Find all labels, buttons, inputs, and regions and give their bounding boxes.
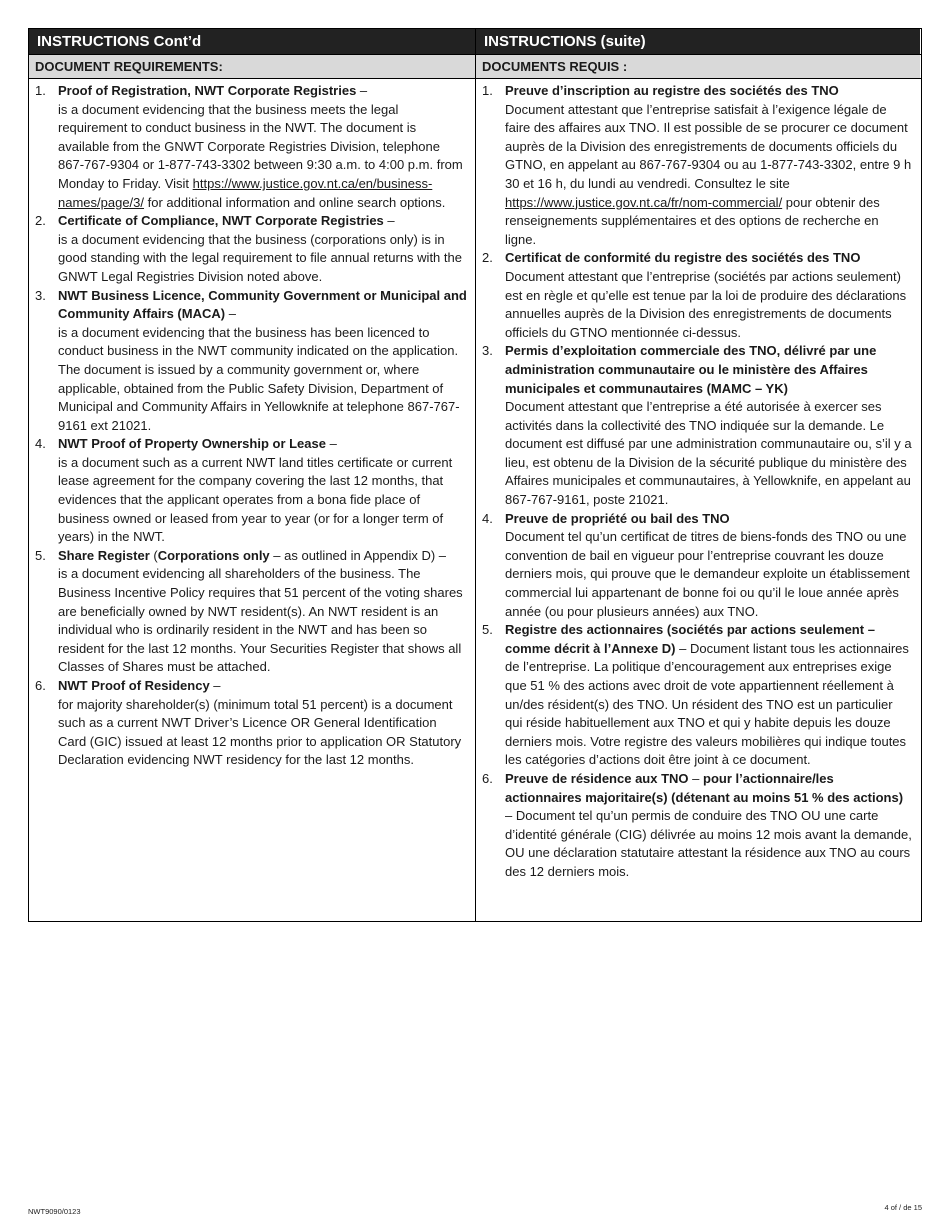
subheader-left: DOCUMENT REQUIREMENTS:	[29, 55, 476, 78]
item-title: Certificat de conformité du registre des sociétés des TNO	[505, 250, 861, 266]
justice-en-link[interactable]: https://www.justice.gov.nt.ca/en/business-names/page/3/	[58, 175, 433, 210]
english-column	[29, 79, 476, 921]
justice-fr-link[interactable]: https://www.justice.gov.nt.ca/fr/nom-commercial/	[505, 194, 783, 210]
item-number: 6.	[482, 770, 493, 786]
item-dash: –	[383, 213, 395, 229]
item-title: Share Register	[58, 547, 150, 563]
item-number: 3.	[482, 343, 493, 359]
list-item	[35, 212, 467, 286]
item-number: 4.	[482, 510, 493, 526]
subheader-row	[29, 54, 921, 79]
header-left: INSTRUCTIONS Cont’d	[29, 29, 476, 54]
list-item	[482, 82, 912, 249]
form-number: NWT9090/0123	[28, 1207, 81, 1216]
item-title: Preuve de résidence aux TNO	[505, 770, 689, 786]
item-number: 5.	[482, 622, 493, 638]
item-body: Document tel qu’un certificat de titres de biens-fonds des TNO ou une convention de bail en vigueur pour l’entreprise couvrant les douze derniers mois, qui prouve que le demandeur exploite un établissement commercial lui appartenant de bonne foi ou qu’il le loue année après année (ou pour plusieurs années) aux TNO.	[505, 529, 910, 619]
list-item	[482, 770, 912, 882]
item-dash: –	[209, 678, 221, 693]
item-body: is a document evidencing that the business meets the legal requirement to conduct business in the NWT. The document is available from the GNWT Corporate Registries Division, telephone 867-767-9304 or 1-877-743-3302 between 9:30 a.m. to 4:00 p.m. from Monday to Friday. Visit	[58, 101, 463, 191]
body-row	[29, 79, 921, 921]
item-body-cont: for additional information and online search options.	[144, 194, 446, 210]
item-number: 4.	[35, 436, 46, 452]
item-number: 1.	[482, 83, 493, 98]
item-body: is a document evidencing that the business (corporations only) is in good standing with the legal requirement to file annual returns with the GNWT Legal Registries Division noted above.	[58, 231, 462, 284]
item-title-emphasis: Corporations only	[157, 547, 270, 563]
item-number: 6.	[35, 678, 46, 693]
instructions-table	[28, 28, 922, 922]
list-item	[35, 677, 467, 770]
item-title-emphasis: pour l’actionnaire/les actionnaires majoritaire(s) (détenant au moins 51 % des actions)	[505, 770, 904, 805]
list-item	[35, 435, 467, 547]
item-dash: –	[225, 306, 236, 322]
item-dash: –	[325, 436, 337, 452]
item-body: Document attestant que l’entreprise (sociétés par actions seulement) est en règle et qu’elle est tenue par la loi de produire des déclarations annuelles auprès de la Division des enregistrements de documents officiels du GTNO mentionnée ci-dessus.	[505, 268, 907, 340]
list-item	[482, 249, 912, 342]
item-number: 5.	[35, 547, 46, 563]
item-number: 1.	[35, 83, 46, 98]
item-title: Preuve d’inscription au registre des sociétés des TNO	[505, 83, 839, 98]
item-number: 2.	[482, 250, 493, 266]
item-number: 2.	[35, 213, 46, 229]
list-item	[482, 510, 912, 622]
list-item	[35, 287, 467, 436]
item-title: Permis d’exploitation commerciale des TNO, délivré par une administration communautaire ou le ministère des Affaires municipales et communautaires (MAMC – YK)	[505, 343, 877, 396]
list-item	[35, 547, 467, 677]
item-title: Proof of Registration, NWT Corporate Registries	[58, 83, 357, 98]
list-item	[482, 621, 912, 770]
subheader-right: DOCUMENTS REQUIS :	[476, 55, 920, 78]
item-title: Preuve de propriété ou bail des TNO	[505, 510, 730, 526]
item-title: NWT Proof of Residency	[58, 678, 210, 693]
item-title-rest: – as outlined in Appendix D) –	[269, 547, 447, 563]
item-dash: –	[356, 83, 368, 98]
french-list	[482, 82, 912, 882]
item-title: NWT Proof of Property Ownership or Lease	[58, 436, 326, 452]
item-body: is a document evidencing that the business has been licenced to conduct business in the NWT community indicated on the application. The document is issued by a community government or, where applicable, obtained from the Public Safety Division, Department of Municipal and Community Affairs in Yellowknife at telephone 867-767-9161 ext 21021.	[58, 324, 460, 433]
item-title: NWT Business Licence, Community Government or Municipal and Community Affairs (MACA)	[58, 287, 467, 322]
item-paren: (	[149, 547, 158, 563]
page-number: 4 of / de 15	[884, 1203, 922, 1212]
item-body: is a document evidencing all shareholders of the business. The Business Incentive Policy requires that 51 percent of the voting shares are beneficially owned by NWT resident(s). An NWT resident is an individual who is ordinarily resident in the NWT and has been so resident for the last 12 months. Your Securities Register that shows all Classes of Shares must be attached.	[58, 566, 463, 675]
item-title: Registre des actionnaires (sociétés par actions seulement – comme décrit à l’Annexe D)	[505, 622, 875, 656]
item-body: is a document such as a current NWT land titles certificate or current lease agreement for the company covering the last 12 months, that evidences that the applicant operates from a bona fide place of business owned or leased from year to year (or for a longer term of years) in the NWT.	[58, 454, 453, 545]
header-right: INSTRUCTIONS (suite)	[476, 29, 920, 54]
item-body: – Document tel qu’un permis de conduire des TNO OU une carte d’identité générale (CIG) délivrée au moins 12 mois avant la demande, OU une déclaration statutaire attestant la résidence aux TNO au cours des 12 derniers mois.	[505, 808, 912, 879]
item-title: Certificate of Compliance, NWT Corporate Registries	[58, 213, 384, 229]
item-number: 3.	[35, 287, 46, 303]
item-body: Document attestant que l’entreprise a été autorisée à exercer ses activités dans la collectivité des TNO indiquée sur la demande. Le document est diffusé par une administration communautaire ou, s’il y a lieu, est obtenu de la Division de la sécurité publique du ministère des Affaires municipales et communautaires, à Yellowknife, en appelant au 867-767-9161, poste 21021.	[505, 399, 912, 508]
list-item	[35, 82, 467, 212]
item-body: – Document listant tous les actionnaires de l’entreprise. La politique d’encouragement aux entreprises exige que 51 % des actions avec droit de vote appartiennent réellement à un/des résident(s) des TNO. Un résident des TNO est un particulier qui réside habituellement aux TNO et qui y habite depuis les douze derniers mois. Votre registre des valeurs mobilières qui indique toutes les catégories d’actions doit être joint à ce document.	[505, 640, 909, 768]
item-body-cont: pour obtenir des renseignements supplémentaires et des options de recherche en ligne.	[505, 194, 880, 247]
item-dash: –	[688, 770, 703, 786]
list-item	[482, 342, 912, 509]
item-body: Document attestant que l’entreprise satisfait à l’exigence légale de faire des affaires aux TNO. Il est possible de se procurer ce document auprès de la Division des enregistrements de documents officiels du GTNO, en appelant au 867-767-9304 ou au 1-877-743-3302, entre 9 h 30 et 16 h, du lundi au vendredi. Consultez le site	[505, 101, 912, 191]
item-body: for majority shareholder(s) (minimum total 51 percent) is a document such as a current NWT Driver’s Licence OR General Identification Card (GIC) issued at least 12 months prior to application OR Statutory Declaration evidencing NWT residency for the last 12 months.	[58, 696, 462, 768]
french-column	[476, 79, 920, 921]
english-list	[35, 82, 467, 770]
header-row	[29, 29, 921, 54]
